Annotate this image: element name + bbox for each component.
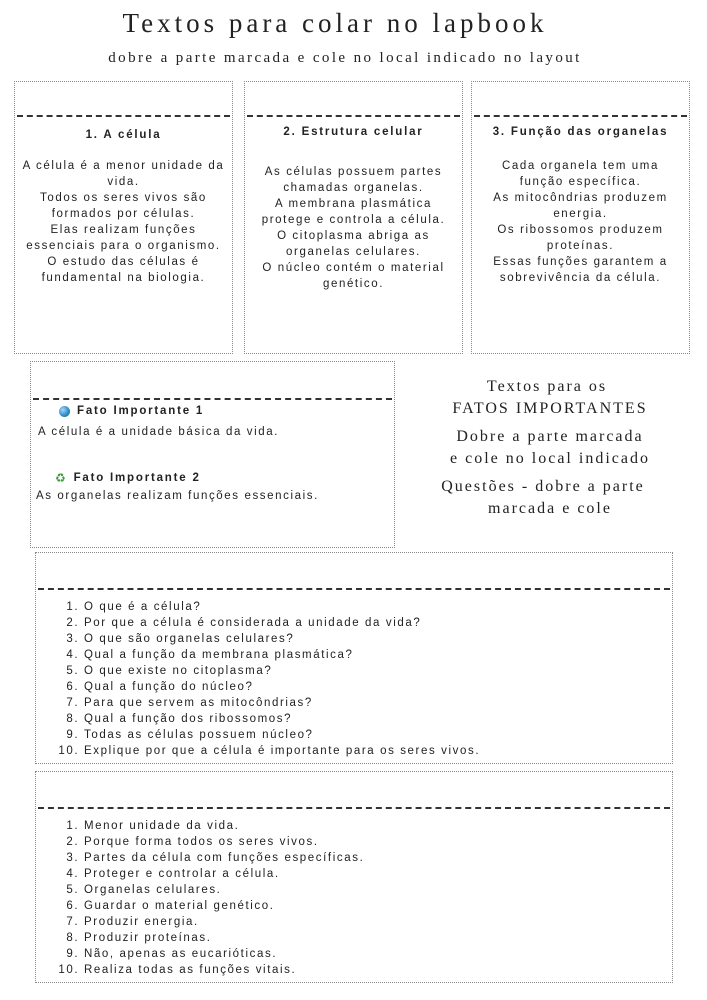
list-item: 9. Não, apenas as eucarióticas.: [84, 946, 364, 962]
fold-line: [247, 115, 460, 117]
list-item: 5. Organelas celulares.: [84, 882, 364, 898]
card-line: Todos os seres vivos são formados por células.: [40, 192, 207, 220]
fact-2-text: As organelas realizam funções essenciais.: [36, 490, 319, 502]
list-item: 2. Por que a célula é considerada a unidade da vida?: [84, 615, 480, 631]
card-heading: 2. Estrutura celular: [283, 126, 424, 138]
list-item: 8. Produzir proteínas.: [84, 930, 364, 946]
list-item: 7. Produzir energia.: [84, 914, 364, 930]
list-item: 1. Menor unidade da vida.: [84, 818, 364, 834]
list-item: 10. Explique por que a célula é importante para os seres vivos.: [84, 743, 480, 759]
facts-box: [30, 361, 395, 548]
list-item: 3. O que são organelas celulares?: [84, 631, 480, 647]
list-item: 8. Qual a função dos ribossomos?: [84, 711, 480, 727]
card-heading: 1. A célula: [85, 129, 162, 141]
recycle-icon: ♻: [55, 470, 68, 485]
card-body: [478, 158, 683, 286]
card-body: [21, 158, 226, 286]
side-line: Questões - dobre a parte: [441, 478, 645, 495]
list-item: 9. Todas as células possuem núcleo?: [84, 727, 480, 743]
list-item: 6. Guardar o material genético.: [84, 898, 364, 914]
card-line: A célula é a menor unidade da vida.: [22, 160, 225, 188]
card-line: Essas funções garantem a sobrevivência da célula.: [493, 256, 668, 284]
side-line: Dobre a parte marcada: [456, 428, 644, 445]
card-line: As mitocôndrias produzem energia.: [493, 192, 668, 220]
questions-box: [35, 552, 673, 764]
side-line: marcada e cole: [488, 500, 612, 517]
card-a-celula: [14, 81, 233, 354]
globe-icon: [59, 406, 70, 417]
side-line: FATOS IMPORTANTES: [452, 400, 648, 417]
fold-line: [474, 115, 687, 117]
page-subtitle: dobre a parte marcada e cole no local indicado no layout: [108, 50, 582, 66]
fact-2-title: Fato Importante 2: [73, 472, 201, 484]
side-line: Textos para os: [486, 378, 608, 395]
card-line: O núcleo contém o material genético.: [262, 262, 445, 290]
list-item: 10. Realiza todas as funções vitais.: [84, 962, 364, 978]
fold-line: [38, 807, 670, 809]
side-line: e cole no local indicado: [450, 450, 650, 467]
fold-line: [38, 588, 670, 590]
card-heading: 3. Função das organelas: [492, 126, 669, 138]
card-line: O estudo das células é fundamental na biologia.: [41, 256, 206, 284]
list-item: 3. Partes da célula com funções específicas.: [84, 850, 364, 866]
fact-1-title: Fato Importante 1: [77, 405, 205, 417]
card-line: O citoplasma abriga as organelas celulares.: [277, 230, 430, 258]
questions-list: [54, 599, 480, 759]
list-item: 4. Qual a função da membrana plasmática?: [84, 647, 480, 663]
fold-line: [17, 115, 230, 117]
page-title: Textos para colar no lapbook: [122, 8, 548, 38]
answers-box: [35, 771, 673, 983]
card-body: [251, 164, 456, 292]
card-line: Elas realizam funções essenciais para o organismo.: [26, 224, 221, 252]
list-item: 5. O que existe no citoplasma?: [84, 663, 480, 679]
card-line: A membrana plasmática protege e controla a célula.: [261, 198, 446, 226]
card-line: Cada organela tem uma função específica.: [502, 160, 659, 188]
card-line: Os ribossomos produzem proteínas.: [497, 224, 664, 252]
card-funcao-organelas: [471, 81, 690, 354]
fact-1-text: A célula é a unidade básica da vida.: [38, 426, 280, 438]
list-item: 2. Porque forma todos os seres vivos.: [84, 834, 364, 850]
list-item: 6. Qual a função do núcleo?: [84, 679, 480, 695]
answers-list: [54, 818, 364, 978]
card-line: As células possuem partes chamadas organelas.: [264, 166, 443, 194]
fact-1-heading: [59, 405, 204, 417]
card-estrutura-celular: [244, 81, 463, 354]
side-instructions: [410, 376, 690, 520]
list-item: 7. Para que servem as mitocôndrias?: [84, 695, 480, 711]
list-item: 4. Proteger e controlar a célula.: [84, 866, 364, 882]
list-item: 1. O que é a célula?: [84, 599, 480, 615]
fact-2-heading: [55, 472, 201, 484]
fold-line: [33, 398, 392, 400]
